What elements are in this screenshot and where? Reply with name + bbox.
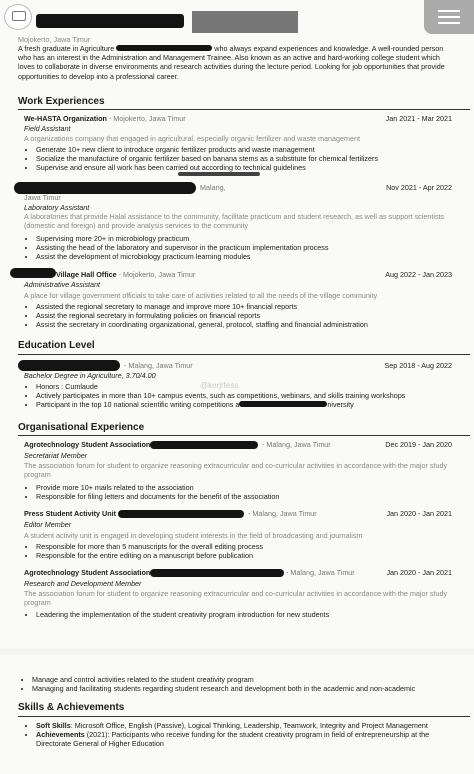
skills-bullets xyxy=(22,721,466,749)
org-bullets xyxy=(22,610,329,619)
list-item: • Provide more 10+ mails related to the association xyxy=(36,483,279,492)
job-description: A laboratories that provide Halal assistance to the community, facilitate practicum and student research, as well as support scientists (domestic and foreign) and provide analysis services to the community xyxy=(24,212,445,231)
org-section-title: Organisational Experience xyxy=(18,422,145,433)
list-item: • Leadering the implementation of the student creativity program introduction for new students xyxy=(36,610,329,619)
divider xyxy=(18,435,470,436)
org-date: Jan 2020 - Jan 2021 xyxy=(386,568,452,577)
org-name: Agrotechnology Student Association xyxy=(24,440,151,449)
org-date: Dec 2019 - Jan 2020 xyxy=(385,440,452,449)
job-bullets xyxy=(22,234,328,262)
redacted-block xyxy=(150,569,284,577)
org-description: A student activity unit is engaged in developing student interests in the field of broadcasting and journalism xyxy=(24,531,363,540)
org-role: Editor Member xyxy=(24,520,72,529)
org-bullets xyxy=(22,483,279,501)
list-item: • Responsible for more than 5 manuscripts for the overall editing process xyxy=(36,542,263,551)
job-role: Administrative Assistant xyxy=(24,280,101,289)
list-item: • Supervise and ensure all work has been carried out according to technical guidelines xyxy=(36,163,378,172)
org-name: Press Student Activity Unit xyxy=(24,509,116,518)
work-section-title: Work Experiences xyxy=(18,96,105,107)
list-item: • Assisting the head of the laboratory and supervisor in the practicum implementation process xyxy=(36,243,328,252)
skills-section-title: Skills & Achievements xyxy=(18,702,125,713)
job-date: Jan 2021 - Mar 2021 xyxy=(385,114,452,123)
education-date: Sep 2018 - Aug 2022 xyxy=(384,361,452,370)
summary-text: A fresh graduate in Agriculture who always expand experiences and knowledge. A well-rounded person who has an interest in the Administration and Management Trainee. Also known as an active and hard-working college student which loves to collaborate in diverse environments and research activities during the lecture period. Looking for job opportunities that provide opportunities to develop into a professional career. xyxy=(18,44,445,81)
list-item: • Responsible for filing letters and documents for the benefit of the association xyxy=(36,492,279,501)
continued-bullets xyxy=(18,675,415,693)
redacted-block xyxy=(118,510,244,518)
education-bullets xyxy=(22,382,405,410)
location-text: Mojokerto, Jawa Timur xyxy=(18,35,91,44)
list-item: • Soft Skills: Microsoft Office, English (Passive), Logical Thinking, Leadership, Teamwork, Integrity and Project Management xyxy=(36,721,466,730)
degree: Bachelor Degree in Agriculture, 3.70/4.00 xyxy=(24,371,156,380)
job-role: Laboratory Assistant xyxy=(24,203,90,212)
redacted-block xyxy=(150,441,258,449)
list-item: • Participant in the top 10 national scientific writing competitions a niversity xyxy=(36,400,405,409)
job-header: Village Hall Office - Mojokerto, Jawa Timur xyxy=(56,270,196,279)
list-item: • Assist the secretary in coordinating organizational, general, protocol, staffing and financial administration xyxy=(36,320,368,329)
job-bullets xyxy=(22,145,378,173)
org-bullets xyxy=(22,542,263,560)
org-role: Research and Development Member xyxy=(24,579,142,588)
job-location: Malang, xyxy=(200,183,226,192)
job-role: Field Assistant xyxy=(24,124,71,133)
list-item: • Socialize the manufacture of organic fertilizer based on banana stems as a substitute for chemical fertilizers xyxy=(36,154,378,163)
divider xyxy=(18,109,470,110)
school-location: - Malang, Jawa Timur xyxy=(124,361,193,370)
list-item: • Assisted the regional secretary to manage and improve more 10+ financial reports xyxy=(36,302,368,311)
redacted-school xyxy=(18,360,120,371)
list-item: • Achievements (2021): Participants who receive funding for the student creativity program in field of entrepreneurship at the Directorate General of Higher Education xyxy=(36,730,466,748)
list-item: • Supervising more 20+ in microbiology practicum xyxy=(36,234,328,243)
job-description: A place for village government officials to take care of activities related to all the needs of the village community xyxy=(24,291,378,300)
redacted-block xyxy=(239,401,327,407)
org-role: Secretariat Member xyxy=(24,451,88,460)
list-item: • Generate 10+ new client to introduce organic fertilizer products and waste management xyxy=(36,145,378,154)
list-item: • Manage and control activities related to the student creativity program xyxy=(32,675,415,684)
org-name: Agrotechnology Student Association xyxy=(24,568,151,577)
list-item: • Managing and facilitating students regarding student research and development both in the academic and non-academic xyxy=(32,684,415,693)
org-location: - Malang, Jawa Timur xyxy=(248,509,317,518)
redacted-contact xyxy=(192,11,298,33)
list-item: • Actively participates in more than 10+ campus events, such as competitions, webinars, and skills training workshops xyxy=(36,391,405,400)
divider xyxy=(18,354,470,355)
menu-icon[interactable] xyxy=(424,0,474,34)
job-header: We-HASTA Organization - Mojokerto, Jawa Timur xyxy=(24,114,186,123)
job-description: A organizations company that engaged in agricultural, especially organic fertilizer and waste management xyxy=(24,134,361,143)
job-location: Jawa Timur xyxy=(24,193,61,202)
redacted-name xyxy=(36,14,184,28)
resume-page-2 xyxy=(0,655,474,774)
education-section-title: Education Level xyxy=(18,340,95,351)
watermark: @kerjrfess xyxy=(200,381,239,390)
list-item: • Honors : Cumlaude xyxy=(36,382,405,391)
divider xyxy=(18,716,470,717)
org-location: - Malang, Jawa Timur xyxy=(262,440,331,449)
job-date: Nov 2021 - Apr 2022 xyxy=(386,183,452,192)
list-item: • Responsible for the entire editing on a manuscript before publication xyxy=(36,551,263,560)
redacted-block xyxy=(178,172,260,176)
job-date: Aug 2022 - Jan 2023 xyxy=(385,270,452,279)
org-description: The association forum for student to organize reasoning extracurricular and co-curricular activities in accordance with the major study program xyxy=(24,461,448,480)
org-date: Jan 2020 - Jan 2021 xyxy=(386,509,452,518)
list-item: • Assist the development of microbiology practicum learning modules xyxy=(36,252,328,261)
org-location: - Malang, Jawa Timur xyxy=(286,568,355,577)
company-logo xyxy=(4,4,32,30)
org-description: The association forum for student to organize reasoning extracurricular and co-curricular activities in accordance with the major study program xyxy=(24,589,448,608)
job-bullets xyxy=(22,302,368,330)
redacted-org xyxy=(10,268,56,278)
list-item: • Assist the regional secretary in formulating policies on financial reports xyxy=(36,311,368,320)
redacted-block xyxy=(116,45,212,51)
